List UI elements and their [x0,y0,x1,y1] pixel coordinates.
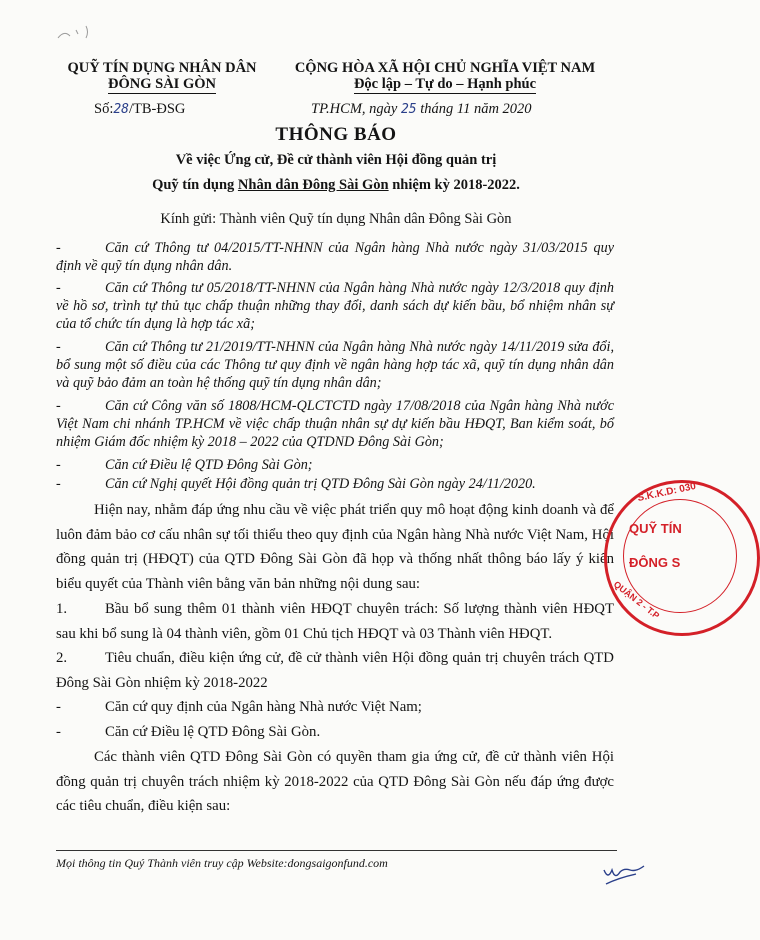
org-name-line2: ĐÔNG SÀI GÒN [108,76,216,92]
closing-paragraph: Các thành viên QTD Đông Sài Gòn có quyền tham gia ứng cử, đề cử thành viên Hội đồng quản trị chuyên trách nhiệm kỳ 2018-2022 của QTD Đông Sài Gòn nếu đáp ứng được các tiêu chuẩn, điều kiện sau: [56,749,614,814]
legal-basis-item: - Căn cứ Nghị quyết Hội đồng quản trị QTD Đông Sài Gòn ngày 24/11/2020. [56,476,536,492]
doc-number-prefix: Số: [94,101,114,117]
legal-basis-item: - Căn cứ Thông tư 05/2018/TT-NHNN của Ngân hàng Nhà nước ngày 12/3/2018 quy định về hồ sơ, trình tự thủ tục chấp thuận những thay đổi, danh sách dự kiến bầu, bổ nhiệm nhân sự của tổ chức tín dụng là hợp tác xã; [56,280,614,333]
subtitle-line1: Về việc Ứng cử, Đề cử thành viên Hội đồng quản trị [175,152,497,168]
doc-number-suffix: /TB-ĐSG [129,101,186,117]
date-prefix: TP.HCM, ngày [311,101,398,117]
legal-basis-item: - Căn cứ Thông tư 21/2019/TT-NHNN của Ngân hàng Nhà nước ngày 14/11/2019 sửa đổi, bổ sung một số điều của các Thông tư quy định về ngân hàng hợp tác xã, quỹ tín dụng nhân dân và quỹ bảo đảm an toàn hệ thống quỹ tín dụng nhân dân; [56,339,614,392]
item-2-basis: - Căn cứ Điều lệ QTD Đông Sài Gòn. [56,724,321,740]
document-date [311,101,532,118]
date-day-handwritten: 25 [400,102,417,117]
intro-paragraph: Hiện nay, nhằm đáp ứng nhu cầu về việc phát triển quy mô hoạt động kinh doanh và để luôn đảm bảo cơ cấu nhân sự tối thiểu theo quy định của Ngân hàng Nhà nước Việt Nam, Hội đồng quản trị (HĐQT) của QTD Đông Sài Gòn đã họp và thống nhất thông báo lấy ý kiến biểu quyết của Thành viên bằng văn bản những nội dung sau: [56,502,614,592]
legal-basis-item: - Căn cứ Công văn số 1808/HCM-QLCTCTD ngày 17/08/2018 của Ngân hàng Nhà nước Việt Nam chi nhánh TP.HCM về việc chấp thuận nhân sự dự kiến bầu HĐQT, Ban kiểm soát, bổ nhiệm Giám đốc nhiệm kỳ 2018 – 2022 của QTDND Đông Sài Gòn; [56,398,614,451]
date-suffix: tháng 11 năm 2020 [420,101,532,117]
stamp-line1: QUỸ TÍN [629,521,682,536]
signature-mark [600,860,650,895]
legal-basis-item: - Căn cứ Thông tư 04/2015/TT-NHNN của Ngân hàng Nhà nước ngày 31/03/2015 quy định về quỹ tín dụng nhân dân. [56,240,614,275]
subtitle-line2: Quỹ tín dụng Nhân dân Đông Sài Gòn nhiệm kỳ 2018-2022. [152,177,520,193]
organization-block [62,60,262,94]
national-motto: Độc lập – Tự do – Hạnh phúc [353,76,537,92]
item-2-basis: - Căn cứ quy định của Ngân hàng Nhà nước Việt Nam; [56,699,422,715]
stamp-line2: ĐÔNG S [629,555,681,570]
stamp-bottom-text: QUẬN 2 - T.P [611,579,662,621]
nation-name: CỘNG HÒA XÃ HỘI CHỦ NGHĨA VIỆT NAM [294,60,596,76]
document-title: THÔNG BÁO [275,124,397,145]
subtitle-underlined: Nhân dân Đông Sài Gòn [237,177,389,193]
national-header [275,60,615,94]
item-1: 1. Bầu bổ sung thêm 01 thành viên HĐQT chuyên trách: Số lượng thành viên HĐQT sau khi bổ sung là 04 thành viên, gồm 01 Chủ tịch HĐQT và 03 Thành viên HĐQT. [56,601,614,642]
legal-basis-item: - Căn cứ Điều lệ QTD Đông Sài Gòn; [56,457,313,473]
footer-divider [56,850,617,851]
org-name-line1: QUỸ TÍN DỤNG NHÂN DÂN [67,60,257,76]
stamp-top-text: S.K.K.D: 030 [636,480,697,505]
scribble-mark [56,20,116,55]
item-2: 2. Tiêu chuẩn, điều kiện ứng cử, đề cử thành viên Hội đồng quản trị chuyên trách QTD Đông Sài Gòn nhiệm kỳ 2018-2022 [56,650,614,691]
greeting: Kính gửi: Thành viên Quỹ tín dụng Nhân dân Đông Sài Gòn [160,211,512,227]
footer-note: Mọi thông tin Quý Thành viên truy cập Website:dongsaigonfund.com [56,856,388,870]
red-stamp-seal [604,480,760,636]
doc-number-handwritten: 28 [113,102,129,117]
document-number [94,101,185,118]
